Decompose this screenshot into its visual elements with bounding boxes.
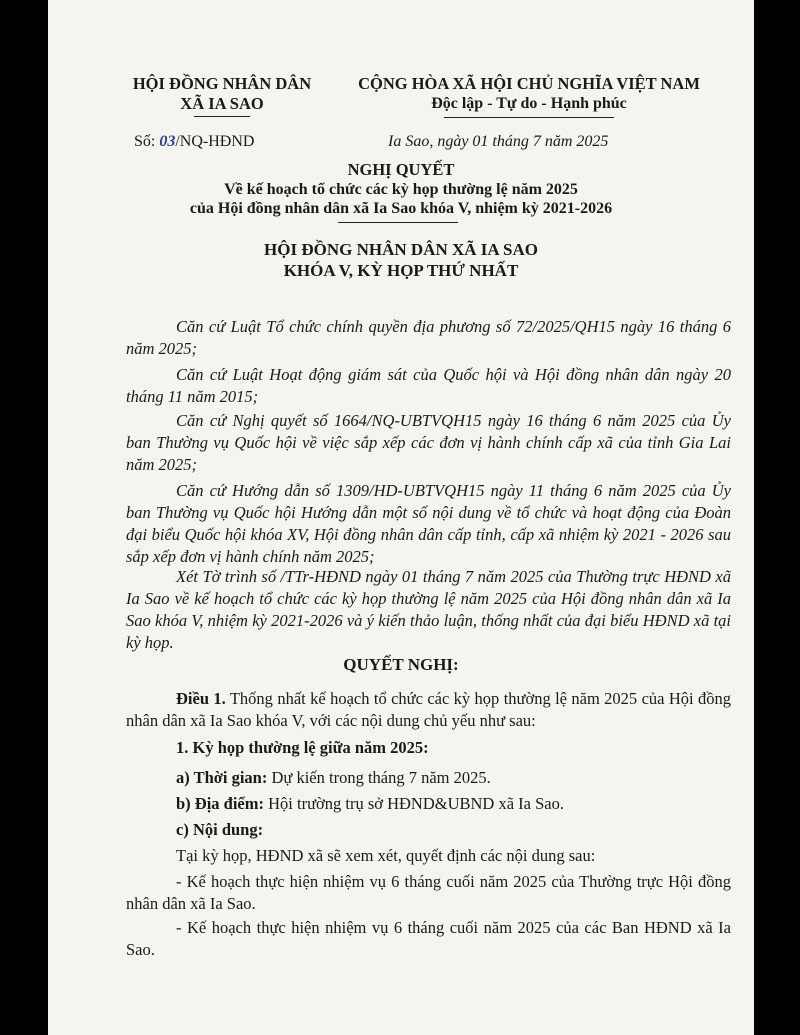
state-name: CỘNG HÒA XÃ HỘI CHỦ NGHĨA VIỆT NAM bbox=[358, 74, 700, 93]
org-underline bbox=[194, 116, 250, 117]
title-underline bbox=[338, 222, 458, 223]
subject-line-1: Về kế hoạch tổ chức các kỳ họp thường lệ năm 2025 bbox=[224, 181, 578, 198]
section-1-item-2: - Kế hoạch thực hiện nhiệm vụ 6 tháng cuối năm 2025 của các Ban HĐND xã Ia Sao. bbox=[126, 918, 731, 959]
place-date: Ia Sao, ngày 01 tháng 7 năm 2025 bbox=[388, 133, 609, 150]
section-1-intro: Tại kỳ họp, HĐND xã sẽ xem xét, quyết định các nội dung sau: bbox=[176, 846, 596, 865]
resolve-heading: QUYẾT NGHỊ: bbox=[343, 655, 459, 674]
doc-type: NGHỊ QUYẾT bbox=[347, 160, 455, 179]
section-1-item-1: - Kế hoạch thực hiện nhiệm vụ 6 tháng cuối năm 2025 của Thường trực Hội đồng nhân dân xã Ia Sao. bbox=[126, 872, 731, 913]
issuer-line-2: KHÓA V, KỲ HỌP THỨ NHẤT bbox=[283, 261, 519, 280]
basis-4: Căn cứ Hướng dẫn số 1309/HD-UBTVQH15 ngày 11 tháng 6 năm 2025 của Ủy ban Thường vụ Quốc hội Hướng dẫn một số nội dung về tổ chức và hoạt động của Đoàn đại biểu Quốc hội khóa XV, Hội đồng nhân dân cấp tỉnh, cấp xã nhiệm kỳ 2021 - 2026 sau sắp xếp đơn vị hành chính năm 2025; bbox=[126, 481, 731, 566]
handwritten-number: 03 bbox=[159, 133, 176, 150]
org-commune: XÃ IA SAO bbox=[180, 94, 264, 113]
document-number: Số: 03/NQ-HĐND bbox=[134, 133, 255, 150]
section-1-content-label: c) Nội dung: bbox=[176, 820, 264, 839]
section-1-time: a) Thời gian: Dự kiến trong tháng 7 năm 2025. bbox=[176, 768, 491, 787]
motto-underline bbox=[444, 117, 614, 118]
basis-2: Căn cứ Luật Hoạt động giám sát của Quốc hội và Hội đồng nhân dân ngày 20 tháng 11 năm 2015; bbox=[126, 365, 731, 406]
section-1-place: b) Địa điểm: Hội trường trụ sở HĐND&UBND xã Ia Sao. bbox=[176, 794, 564, 813]
basis-3: Căn cứ Nghị quyết số 1664/NQ-UBTVQH15 ngày 16 tháng 6 năm 2025 của Ủy ban Thường vụ Quốc hội về việc sắp xếp các đơn vị hành chính cấp xã của tỉnh Gia Lai năm 2025; bbox=[126, 411, 731, 474]
document-page bbox=[48, 0, 754, 1035]
state-motto: Độc lập - Tự do - Hạnh phúc bbox=[431, 95, 627, 112]
basis-5: Xét Tờ trình số /TTr-HĐND ngày 01 tháng 7 năm 2025 của Thường trực HĐND xã Ia Sao về kế hoạch tổ chức các kỳ họp thường lệ năm 2025 của Hội đồng nhân dân xã Ia Sao khóa V, nhiệm kỳ 2021-2026 và ý kiến thảo luận, thống nhất của đại biểu HĐND xã tại kỳ họp. bbox=[126, 567, 731, 652]
article-1: Điều 1. Thống nhất kế hoạch tổ chức các kỳ họp thường lệ năm 2025 của Hội đồng nhân dân xã Ia Sao khóa V, với các nội dung chủ yếu như sau: bbox=[126, 689, 731, 730]
subject-line-2: của Hội đồng nhân dân xã Ia Sao khóa V, nhiệm kỳ 2021-2026 bbox=[189, 200, 613, 217]
org-name: HỘI ĐỒNG NHÂN DÂN bbox=[132, 74, 312, 93]
basis-1: Căn cứ Luật Tổ chức chính quyền địa phương số 72/2025/QH15 ngày 16 tháng 6 năm 2025; bbox=[126, 317, 731, 358]
issuer-line-1: HỘI ĐỒNG NHÂN DÂN XÃ IA SAO bbox=[264, 240, 538, 259]
section-1-heading: 1. Kỳ họp thường lệ giữa năm 2025: bbox=[176, 738, 429, 757]
